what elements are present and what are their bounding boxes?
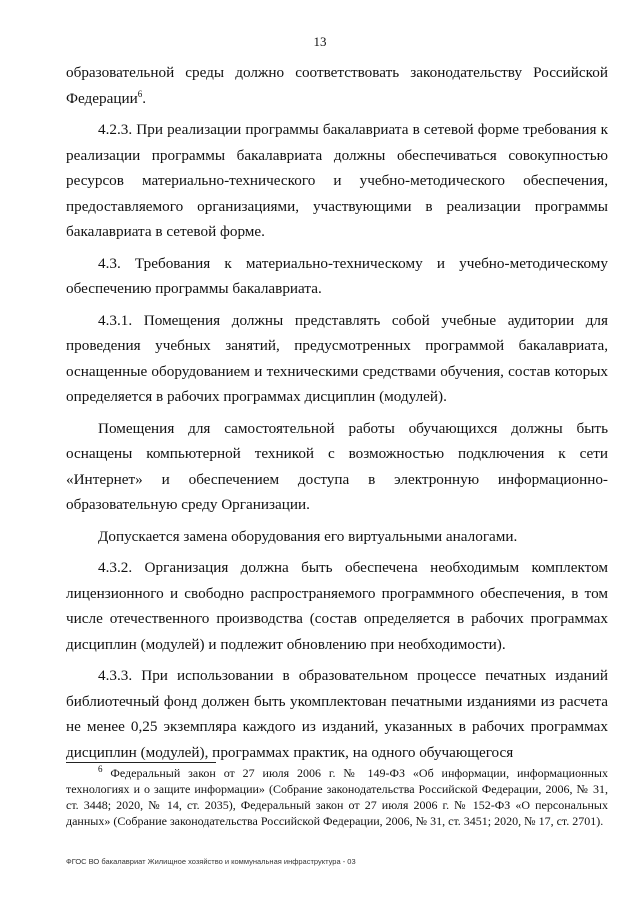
footnote-number: 6 <box>98 764 103 774</box>
paragraph-continuation <box>66 60 608 111</box>
page-footer: ФГОС ВО бакалавриат Жилищное хозяйство и коммунальная инфраструктура - 03 <box>66 857 356 866</box>
paragraph-4-3-3: 4.3.3. При использовании в образовательном процессе печатных изданий библиотечный фонд должен быть укомплектован печатными изданиями из расчета не менее 0,25 экземпляра каждого из изданий, указанных в рабочих программах дисциплин (модулей), программах практик, на одного обучающегося <box>66 667 608 761</box>
paragraph-4-3: 4.3. Требования к материально-техническому и учебно-методическому обеспечению программы бакалавриата. <box>66 254 608 297</box>
paragraph-4-3-2: 4.3.2. Организация должна быть обеспечена необходимым комплектом лицензионного и свободно распространяемого программного обеспечения, в том числе отечественного производства (состав определяется в рабочих программах дисциплин (модулей) и подлежит обновлению при необходимости). <box>66 559 608 653</box>
paragraph-4-2-3: 4.2.3. При реализации программы бакалавриата в сетевой форме требования к реализации программы бакалавриата должны обеспечиваться совокупностью ресурсов материально-технического и учебно-методического обеспечения, предоставляемого организациями, участвующими в реализации программы бакалавриата в сетевой форме. <box>66 121 608 240</box>
footnote <box>66 765 608 829</box>
footnote-text: Федеральный закон от 27 июля 2006 г. № 149-ФЗ «Об информации, информационных технологиях и о защите информации» (Собрание законодательства Российской Федерации, 2006, № 31, ст. 3448; 2020, № 14, ст. 2035), Федеральный закон от 27 июля 2006 г. № 152-ФЗ «О персональных данных» (Собрание законодательства Российской Федерации, 2006, № 31, ст. 3451; 2020, № 17, ст. 2701). <box>66 766 608 828</box>
paragraph-text: образовательной среды должно соответствовать законодательству Российской Федерации <box>66 64 608 107</box>
footnote-divider <box>66 762 216 763</box>
page-number: 13 <box>313 34 327 49</box>
paragraph-virtual-analogs: Допускается замена оборудования его виртуальными аналогами. <box>98 527 518 545</box>
paragraph-4-3-1: 4.3.1. Помещения должны представлять собой учебные аудитории для проведения учебных занятий, предусмотренных программой бакалавриата, оснащенные оборудованием и техническими средствами обучения, состав которых определяется в рабочих программах дисциплин (модулей). <box>66 311 608 405</box>
footnote-reference: 6 <box>137 88 143 99</box>
paragraph-self-study-rooms: Помещения для самостоятельной работы обучающихся должны быть оснащены компьютерной техникой с возможностью подключения к сети «Интернет» и обеспечением доступа в электронную информационно-образовательную среду Организации. <box>66 419 608 513</box>
body-text <box>66 60 608 771</box>
paragraph-end: . <box>142 89 147 107</box>
